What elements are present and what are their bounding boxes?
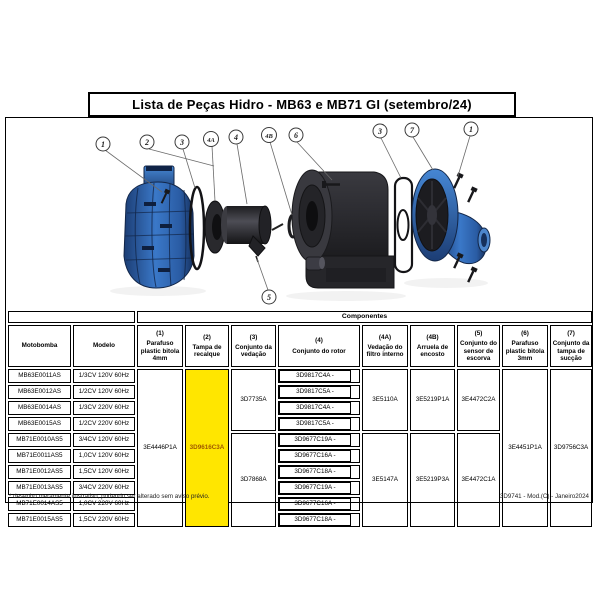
suction-cover-part	[412, 169, 490, 264]
svg-text:5: 5	[267, 293, 271, 302]
rotor-cell: 3D9677C19A -	[278, 433, 360, 447]
rotor-cell: 3D9817C4A -	[278, 401, 360, 415]
col-header-6: (6) Parafuso plastic bitola 3mm	[502, 325, 548, 367]
modelo-cell: 3/4CV 220V 60Hz	[73, 481, 135, 495]
col-header-3: (3) Conjunto da vedação	[231, 325, 276, 367]
callout-7	[405, 123, 419, 137]
modelo-cell: 1/3CV 220V 60Hz	[73, 401, 135, 415]
rotor-cell: 3D9817C5A -	[278, 417, 360, 431]
content-frame	[5, 117, 593, 524]
modelo-cell: 1/2CV 220V 60Hz	[73, 417, 135, 431]
exploded-pump-diagram	[6, 118, 592, 308]
svg-text:3: 3	[378, 127, 382, 136]
svg-text:1: 1	[101, 140, 105, 149]
shadow	[286, 291, 406, 301]
svg-text:3: 3	[180, 138, 184, 147]
svg-text:4: 4	[234, 133, 238, 142]
motobomba-cell: MB63E0012AS	[8, 385, 71, 399]
callout-2	[140, 135, 154, 149]
footer-doc-code: 3D9741 - Mod.(C) - Janeiro2024	[499, 492, 589, 500]
rotor-cell: 3D9677C18A -	[278, 465, 360, 479]
col-header-motobomba: Motobomba	[8, 325, 71, 367]
rotor-cell: 3D9677C19A -	[278, 481, 360, 495]
parafuso-3mm-cell: 3E4451P1A	[502, 369, 548, 527]
col-header-7: (7) Conjunto da tampa de sucção	[550, 325, 592, 367]
page-title: Lista de Peças Hidro - MB63 e MB71 GI (setembro/24)	[88, 92, 516, 117]
callout-4a	[204, 132, 219, 147]
callout-3-right	[373, 124, 387, 138]
filtro-cell-mb63: 3E5110A	[362, 369, 408, 431]
callout-5	[262, 290, 276, 304]
motor-body-part	[292, 170, 394, 288]
col-header-4: (4) Conjunto do rotor	[278, 325, 360, 367]
tampa-recalque-cell-highlighted: 3D9616C3A	[185, 369, 229, 527]
arruela-cell-mb71: 3E5219P3A	[410, 433, 455, 527]
arruela-cell-mb63: 3E5219P1A	[410, 369, 455, 431]
col-header-4b: (4B) Arruela de encosto	[410, 325, 455, 367]
motobomba-cell: MB63E0011AS	[8, 369, 71, 383]
shadow	[404, 278, 488, 288]
modelo-cell: 1,0CV 120V 60Hz	[73, 449, 135, 463]
sensor-cell-mb71: 3E4472C1A	[457, 433, 500, 527]
callout-4b	[262, 128, 277, 143]
motobomba-cell: MB71E0015AS5	[8, 513, 71, 527]
callout-1-left	[96, 137, 110, 151]
motobomba-cell: MB71E0010AS5	[8, 433, 71, 447]
motobomba-cell: MB71E0013AS5	[8, 481, 71, 495]
modelo-cell: 1,5CV 120V 60Hz	[73, 465, 135, 479]
col-header-5: (5) Conjunto do sensor de escorva	[457, 325, 500, 367]
tampa-succao-cell: 3D9756C3A	[550, 369, 592, 527]
rotor-cell: 3D9817C4A -	[278, 369, 360, 383]
col-header-2: (2) Tampa de recalque	[185, 325, 229, 367]
modelo-cell: 1/3CV 120V 60Hz	[73, 369, 135, 383]
callout-6	[289, 128, 303, 142]
modelo-cell: 1/2CV 120V 60Hz	[73, 385, 135, 399]
modelo-cell: 3/4CV 120V 60Hz	[73, 433, 135, 447]
svg-text:4B: 4B	[265, 133, 273, 140]
motobomba-cell: MB71E0012AS5	[8, 465, 71, 479]
col-header-modelo: Modelo	[73, 325, 135, 367]
callout-1-right	[464, 122, 478, 136]
svg-text:1: 1	[469, 125, 473, 134]
svg-text:2: 2	[145, 138, 149, 147]
componentes-header: Componentes	[137, 311, 592, 323]
motobomba-cell: MB71E0014AS5	[8, 497, 71, 511]
screw-icon	[465, 186, 477, 203]
motobomba-cell: MB63E0014AS	[8, 401, 71, 415]
gasket-part	[395, 178, 412, 272]
col-header-1: (1) Parafuso plastic bitola 4mm	[137, 325, 183, 367]
callout-3-left	[175, 135, 189, 149]
svg-text:7: 7	[410, 126, 414, 135]
modelo-cell: 1,0CV 220V 60Hz	[73, 497, 135, 511]
table-row	[8, 369, 592, 383]
col-header-4a: (4A) Vedação do filtro interno	[362, 325, 408, 367]
sensor-cell-mb63: 3E4472C2A	[457, 369, 500, 431]
footer	[9, 491, 589, 501]
rotor-cell: 3D9677C16A -	[278, 497, 360, 511]
rotor-cell: 3D9677C18A -	[278, 513, 360, 527]
rotor-cell: 3D9817C5A -	[278, 385, 360, 399]
parafuso-4mm-cell: 3E4446P1A	[137, 369, 183, 527]
callout-4	[229, 130, 243, 144]
motobomba-cell: MB71E0011AS5	[8, 449, 71, 463]
discharge-cover-part	[124, 166, 194, 288]
vedacao-cell-mb63: 3D7735A	[231, 369, 276, 431]
filtro-cell-mb71: 3E5147A	[362, 433, 408, 527]
vedacao-cell-mb71: 3D7868A	[231, 433, 276, 527]
rotor-cell: 3D9677C16A -	[278, 449, 360, 463]
modelo-cell: 1,5CV 220V 60Hz	[73, 513, 135, 527]
footer-disclaimer: * desenho meramente ilustrativo, podendo ser alterado sem aviso prévio.	[9, 492, 210, 500]
svg-text:4A: 4A	[207, 137, 215, 144]
motobomba-cell: MB63E0015AS	[8, 417, 71, 431]
svg-text:6: 6	[294, 131, 298, 140]
header-spacer-cell	[8, 311, 135, 323]
